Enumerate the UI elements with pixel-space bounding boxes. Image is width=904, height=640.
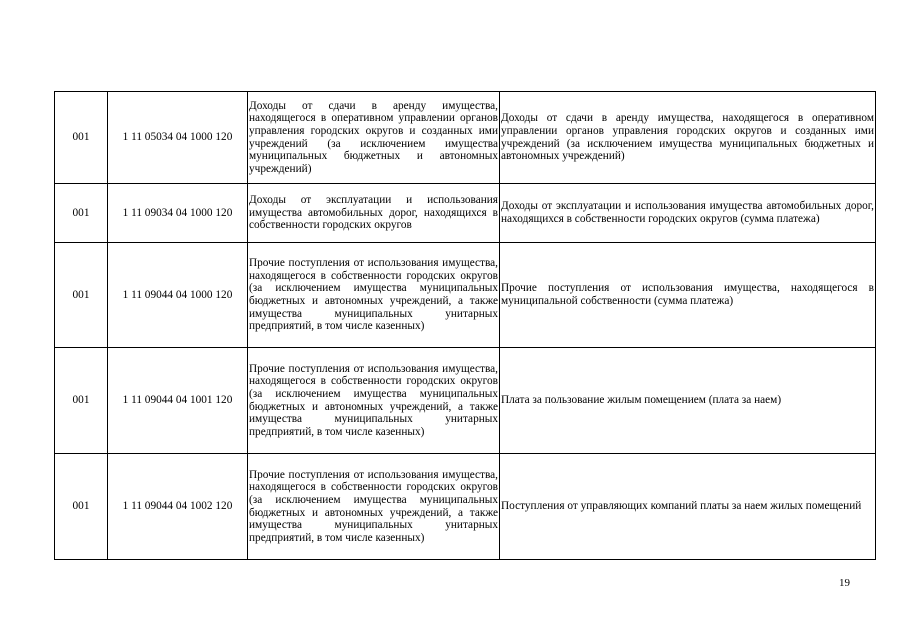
table-row (55, 92, 876, 184)
revenue-name-cell: Доходы от эксплуатации и использования имущества автомобильных дорог, находящихся в собственности городских округов (248, 184, 500, 243)
admin-code-cell: 001 (55, 92, 108, 184)
table-row (55, 348, 876, 454)
budget-code-cell: 1 11 09044 04 1002 120 (108, 454, 248, 560)
revenue-description-cell: Прочие поступления от использования имущества, находящегося в муниципальной собственности (сумма платежа) (500, 243, 876, 348)
revenue-description-cell: Плата за пользование жилым помещением (плата за наем) (500, 348, 876, 454)
budget-code-cell: 1 11 09034 04 1000 120 (108, 184, 248, 243)
budget-code-cell: 1 11 09044 04 1000 120 (108, 243, 248, 348)
revenue-name-cell: Прочие поступления от использования имущества, находящегося в собственности городских округов (за исключением имущества муниципальных бюджетных и автономных учреждений, а также имущества муниципальных унитарных предприятий, в том числе казенных) (248, 348, 500, 454)
admin-code-cell: 001 (55, 184, 108, 243)
table-row (55, 454, 876, 560)
page-number: 19 (839, 577, 850, 589)
revenue-name-cell: Прочие поступления от использования имущества, находящегося в собственности городских округов (за исключением имущества муниципальных бюджетных и автономных учреждений, а также имущества муниципальных унитарных предприятий, в том числе казенных) (248, 243, 500, 348)
admin-code-cell: 001 (55, 454, 108, 560)
admin-code-cell: 001 (55, 243, 108, 348)
budget-code-cell: 1 11 05034 04 1000 120 (108, 92, 248, 184)
table-row (55, 184, 876, 243)
revenue-description-cell: Доходы от сдачи в аренду имущества, находящегося в оперативном управлении органов управления городских округов и созданных ими учреждений (за исключением имущества муниципальных бюджетных и автономных учреждений) (500, 92, 876, 184)
revenue-description-cell: Поступления от управляющих компаний платы за наем жилых помещений (500, 454, 876, 560)
admin-code-cell: 001 (55, 348, 108, 454)
budget-code-cell: 1 11 09044 04 1001 120 (108, 348, 248, 454)
revenue-classification-table (54, 91, 876, 560)
revenue-name-cell: Прочие поступления от использования имущества, находящегося в собственности городских округов (за исключением имущества муниципальных бюджетных и автономных учреждений, а также имущества муниципальных унитарных предприятий, в том числе казенных) (248, 454, 500, 560)
table-row (55, 243, 876, 348)
revenue-description-cell: Доходы от эксплуатации и использования имущества автомобильных дорог, находящихся в собственности городских округов (сумма платежа) (500, 184, 876, 243)
revenue-name-cell: Доходы от сдачи в аренду имущества, находящегося в оперативном управлении органов управления городских округов и созданных ими учреждений (за исключением имущества муниципальных бюджетных и автономных учреждений) (248, 92, 500, 184)
